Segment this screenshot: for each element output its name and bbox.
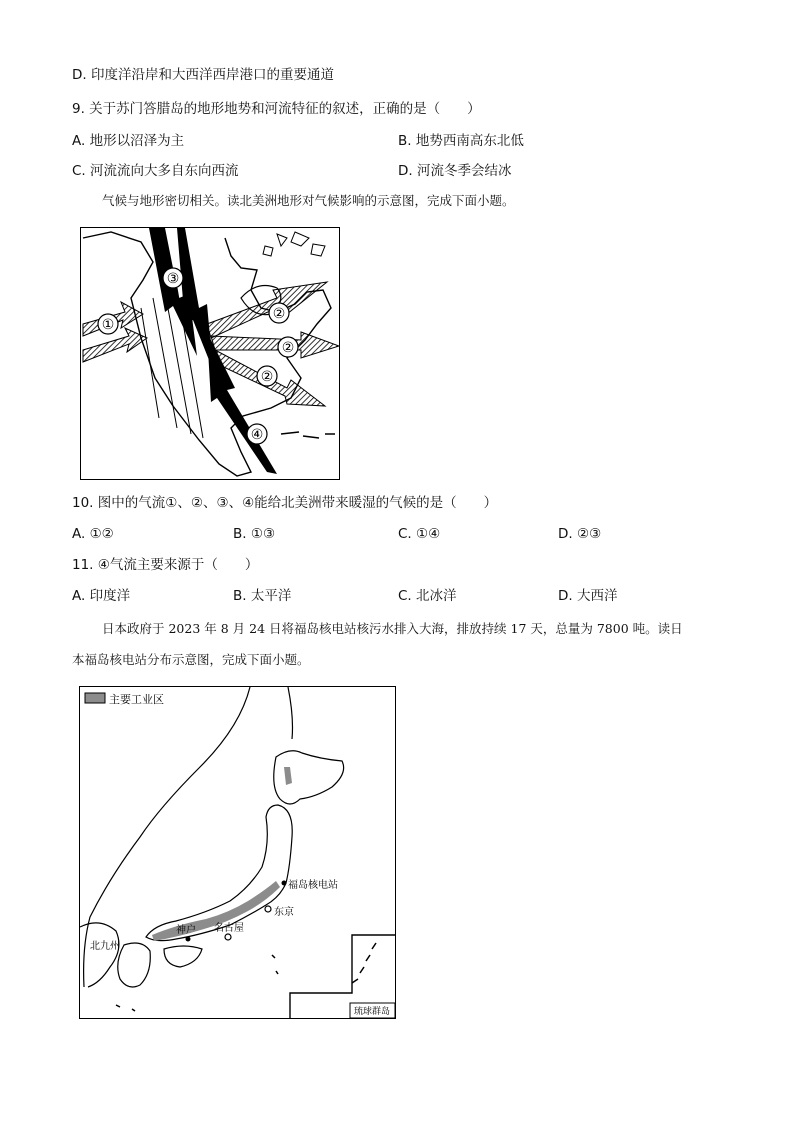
korea-coast [80,923,119,987]
japan-map-svg [80,687,395,1018]
label-airflow-2-mid: ② [281,340,295,356]
nagoya-label: 名古屋 [214,923,244,934]
q11-stem: 11. ④气流主要来源于（ ） [72,557,259,573]
airflow-2-arrow-mid [211,332,339,358]
small-islands [116,955,278,1011]
q11-option-d: D. 大西洋 [558,588,618,604]
kitakyushu-label: 北九州 [90,941,120,952]
label-airflow-4: ④ [250,427,264,443]
arctic-islands [263,232,325,256]
q11-option-a: A. 印度洋 [72,588,131,604]
q10-option-b: B. ①③ [233,526,276,542]
north-america-airflow-map [80,227,340,480]
airflow-2-arrow [207,282,327,338]
intro-japan-line2: 本福岛核电站分布示意图，完成下面小题。 [72,652,310,667]
q8-option-d: D. 印度洋沿岸和大西洋西岸港口的重要通道 [72,67,334,83]
intro-climate: 气候与地形密切相关。读北美洲地形对气候影响的示意图，完成下面小题。 [102,193,515,208]
north-america-map-svg [81,228,339,479]
fukushima-marker [282,881,287,886]
q10-stem: 10. 图中的气流①、②、③、④能给北美洲带来暖湿的气候的是（ ） [72,495,498,511]
q9-option-d: D. 河流冬季会结冰 [398,163,512,179]
hokkaido-industrial [284,767,292,785]
japan-map [79,686,396,1019]
q11-option-b: B. 太平洋 [233,588,292,604]
label-airflow-3: ③ [166,271,180,287]
q10-option-a: A. ①② [72,526,114,542]
q11-option-c: C. 北冰洋 [398,588,457,604]
fukushima-label: 福岛核电站 [288,880,338,891]
kobe-marker [186,937,191,942]
intro-japan-line1: 日本政府于 2023 年 8 月 24 日将福岛核电站核污水排入大海，排放持续 17 天，总量为 7800 吨。读日 [102,621,683,636]
label-airflow-2-low: ② [260,369,274,385]
legend-label: 主要工业区 [109,693,164,706]
label-airflow-2-top: ② [272,306,286,322]
ryukyu-label: 琉球群岛 [354,1007,391,1017]
kyushu [118,943,151,987]
q9-stem: 9. 关于苏门答腊岛的地形地势和河流特征的叙述，正确的是（ ） [72,101,481,117]
q9-option-a: A. 地形以沼泽为主 [72,133,185,149]
label-airflow-1: ① [101,317,115,333]
caribbean-islands [281,432,335,438]
airflow-1-arrow-lower [83,328,147,362]
shikoku [164,946,202,967]
hokkaido [274,751,344,804]
q9-option-c: C. 河流流向大多自东向西流 [72,163,239,179]
q9-option-b: B. 地势西南高东北低 [398,133,524,149]
kobe-label: 神户 [176,925,196,936]
q10-option-d: D. ②③ [558,526,602,542]
ryukyu-chain [352,943,376,983]
q10-option-c: C. ①④ [398,526,441,542]
sakhalin [288,687,293,739]
legend-swatch [85,693,105,703]
nagoya-marker [225,934,231,940]
tokyo-marker [265,906,271,912]
label-group [98,268,298,444]
tokyo-label: 东京 [274,907,294,918]
